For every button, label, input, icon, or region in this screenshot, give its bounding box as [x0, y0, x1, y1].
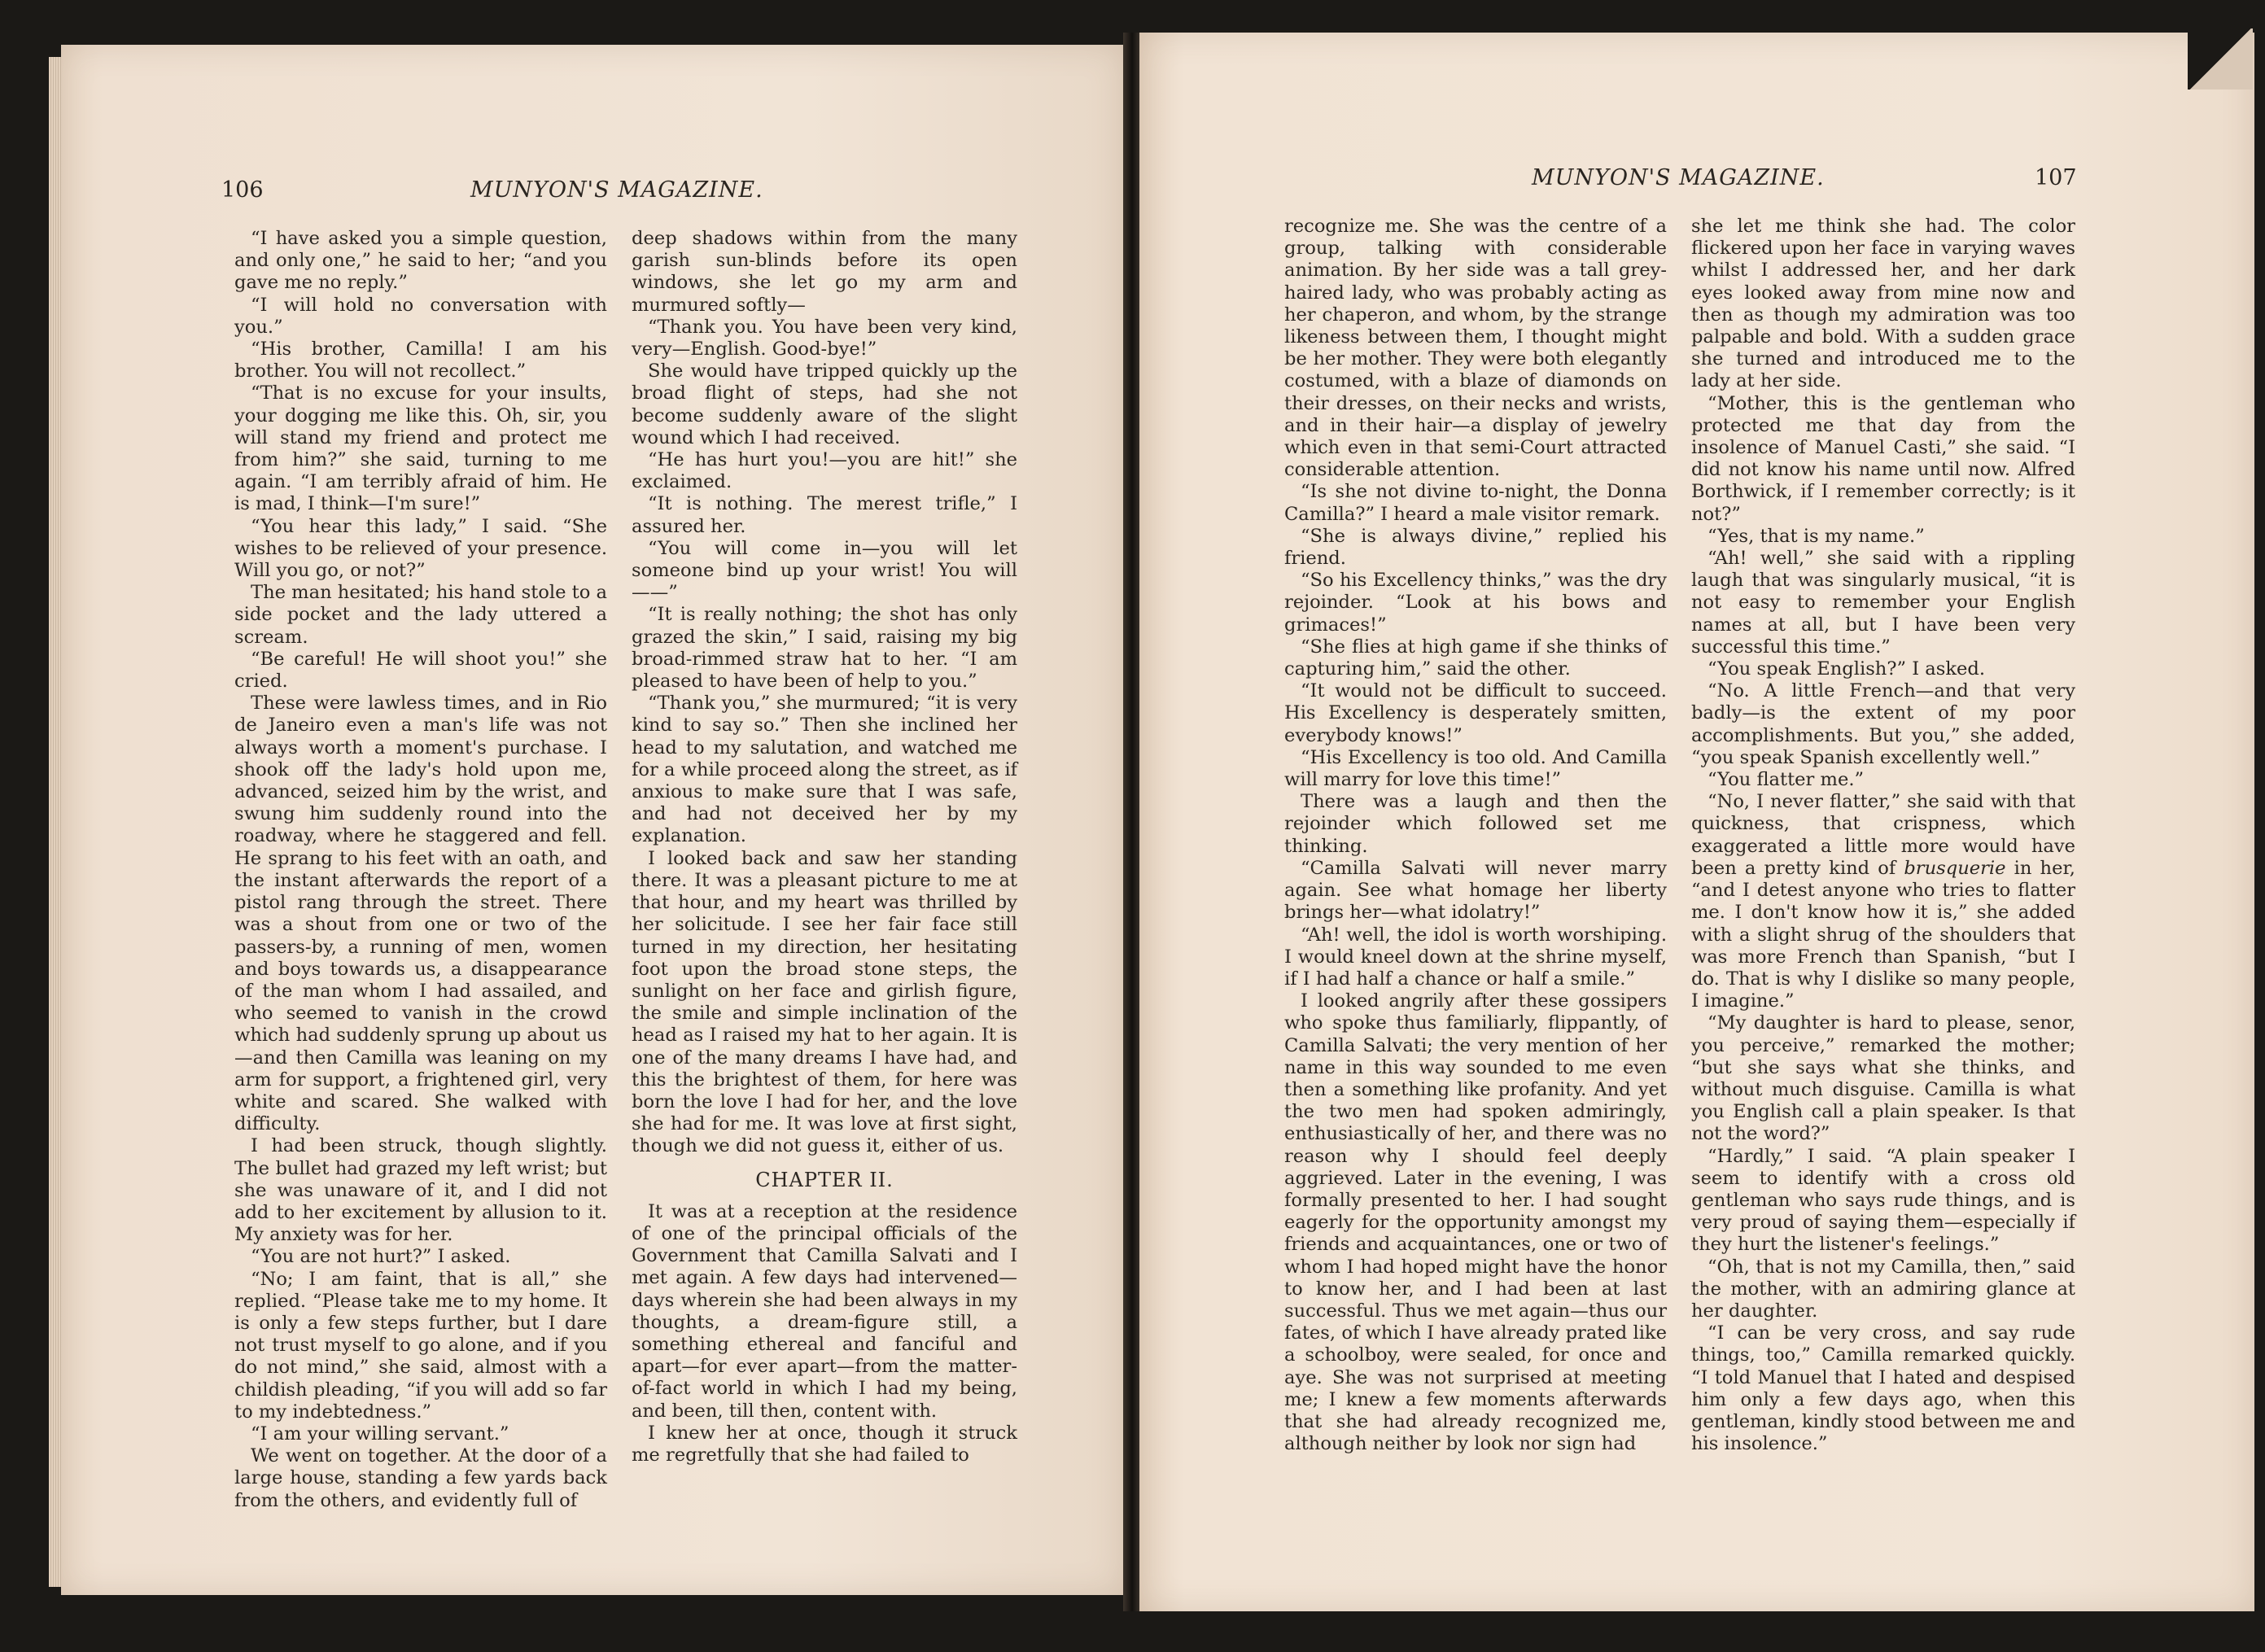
paragraph: I looked angrily after these gossipers who spoke thus familiarly, flippantly, of Camilla Salvati; the very mention of her name in this way sounded to me even then a something like profanity. And yet the two men had spoken admiringly, enthusiastically of her, and there was no reason why I should feel deeply aggrieved. Later in the evening, I was formally presented to her. I had sought eagerly for the opportunity amongst my friends and acquaintances, one or two of whom I had hoped might have the honor to know her, and I had been at last successful. Thus we met again—thus our fates, of which I have already prated like a schoolboy, were sealed, for once and aye. She was not surprised at meeting me; I knew a few moments afterwards that she had already recognized me, although neither by look nor sign had [1284, 990, 1667, 1455]
paragraph: “Thank you. You have been very kind, very—English. Good-bye!” [632, 316, 1017, 361]
left-page-number: 106 [221, 177, 264, 203]
paragraph: The man hesitated; his hand stole to a side pocket and the lady uttered a scream. [234, 582, 607, 648]
paragraph: “Thank you,” she murmured; “it is very kind to say so.” Then she inclined her head to my salutation, and watched me for a while proceed along the street, as if anxious to make sure that I was safe, and had not deceived her by my explanation. [632, 693, 1017, 847]
left-running-title: MUNYON'S MAGAZINE. [470, 177, 763, 203]
paragraph: “His brother, Camilla! I am his brother. You will not recollect.” [234, 339, 607, 382]
paragraph: I knew her at once, though it struck me regretfully that she had failed to [632, 1422, 1017, 1466]
paragraph: deep shadows within from the many garish sun-blinds before its open windows, she let go my arm and murmured softly— [632, 228, 1017, 316]
paragraph: “Is she not divine to-night, the Donna Camilla?” I heard a male visitor remark. [1284, 481, 1667, 525]
paragraph: It was at a reception at the residence of one of the principal officials of the Government that Camilla Salvati and I met again. A few days had intervened—days wherein she had been always in my thoughts, a dream-figure still, a something ethereal and fanciful and apart—for ever apart—from the matter-of-fact world in which I had my being, and been, till then, content with. [632, 1200, 1017, 1422]
paragraph: “Yes, that is my name.” [1707, 525, 1925, 547]
paragraph: “It would not be difficult to succeed. His Excellency is desperately smitten, everybody knows!” [1284, 680, 1667, 746]
paragraph: We went on together. At the door of a large house, standing a few yards back from the others, and evidently full of [234, 1445, 607, 1511]
paragraph: “Ah! well,” she said with a rippling laugh that was singularly musical, “it is not easy to remember your English names at all, but I have been very successful this time.” [1691, 548, 2075, 658]
paragraph: She would have tripped quickly up the broad flight of steps, had she not become suddenly aware of the slight wound which I had received. [632, 361, 1017, 448]
paragraph: “His Excellency is too old. And Camilla will marry for love this time!” [1284, 746, 1667, 791]
paragraph: “You flatter me.” [1707, 769, 1865, 791]
chapter-heading: CHAPTER II. [755, 1168, 894, 1191]
paragraph: recognize me. She was the centre of a group, talking with considerable animation. By her side was a tall grey-haired lady, who was probably acting as her chaperon, and whom, by the strange likeness between them, I thought might be her mother. They were both elegantly costumed, with a blaze of diamonds on their dresses, on their necks and wrists, and in their hair—a display of jewelry which even in that semi-Court attracted considerable attention. [1284, 216, 1667, 481]
paragraph: she let me think she had. The color flickered upon her face in varying waves whilst I addressed her, and her dark eyes looked away from mine now and then as though my admiration was too palpable and bold. With a sudden grace she turned and introduced me to the lady at her side. [1691, 216, 2075, 392]
paragraph: I looked back and saw her standing there. It was a pleasant picture to me at that hour, and my heart was thrilled by her solicitude. I see her fair face still turned in my direction, her hesitating foot upon the broad stone steps, the sunlight on her face and girlish figure, the smile and simple inclination of the head as I raised my hat to her again. It is one of the many dreams I have had, and this the brightest of them, for here was born the love I had for her, and the love she had for me. It was love at first sight, though we did not guess it, either of us. [632, 847, 1017, 1157]
folded-corner [2188, 28, 2253, 90]
paragraph: “He has hurt you!—you are hit!” she exclaimed. [632, 449, 1017, 493]
paragraph-text: “No, I never flatter,” she said with that quickness, that crispness, which exaggerated a little more would have been a pretty kind of [1691, 791, 2075, 879]
paragraph: “I can be very cross, and say rude things, too,” Camilla remarked quickly. “I told Manuel that I hated and despised him only a few days ago, when this gentleman, kindly stood between me and his insolence.” [1691, 1322, 2075, 1455]
paragraph [1691, 791, 2075, 1012]
paragraph: “I will hold no conversation with you.” [234, 294, 607, 338]
paragraph: “Be careful! He will shoot you!” she cried. [234, 648, 607, 693]
paragraph: “That is no excuse for your insults, your dogging me like this. Oh, sir, you will stand my friend and protect me from him?” she said, turning to me again. “I am terribly afraid of him. He is mad, I think—I'm sure!” [234, 382, 607, 515]
paragraph: These were lawless times, and in Rio de Janeiro even a man's life was not always worth a moment's purchase. I shook off the lady's hold upon me, advanced, seized him by the wrist, and swung him suddenly round into the roadway, where he staggered and fell. He sprang to his feet with an oath, and the instant afterwards the report of a pistol rang through the street. There was a shout from one or two of the passers-by, a running of men, women and boys towards us, a disappearance of the man whom I had assailed, and who seemed to vanish in the crowd which had suddenly sprung up about us—and then Camilla was leaning on my arm for support, a frightened girl, very white and scared. She walked with difficulty. [234, 693, 607, 1135]
paragraph: I had been struck, though slightly. The bullet had grazed my left wrist; but she was unaware of it, and I did not add to her excitement by allusion to it. My anxiety was for her. [234, 1135, 607, 1246]
paragraph: “You will come in—you will let someone bind up your wrist! You will——” [632, 537, 1017, 604]
right-page-number: 107 [2035, 165, 2077, 190]
right-running-title: MUNYON'S MAGAZINE. [1532, 165, 1825, 190]
paragraph: “It is really nothing; the shot has only grazed the skin,” I said, raising my big broad-rimmed straw hat to her. “I am pleased to have been of help to you.” [632, 604, 1017, 693]
paragraph: “So his Excellency thinks,” was the dry rejoinder. “Look at his bows and grimaces!” [1284, 570, 1667, 636]
paragraph: “No; I am faint, that is all,” she replied. “Please take me to my home. It is only a few steps further, but I dare not trust myself to go alone, and if you do not mind,” she said, almost with a childish pleading, “if you will add so far to my indebtedness.” [234, 1268, 607, 1423]
paragraph: “My daughter is hard to please, senor, you perceive,” remarked the mother; “but she says what she thinks, and without much disguise. Camilla is what you English call a plain speaker. Is that not the word?” [1691, 1012, 2075, 1145]
right-column-2 [1691, 216, 2075, 1455]
paragraph: “You speak English?” I asked. [1707, 658, 1986, 680]
paragraph: “I am your willing servant.” [251, 1423, 509, 1444]
left-column-2 [632, 228, 1017, 1466]
right-column-1 [1284, 216, 1667, 1455]
paragraph: “No. A little French—and that very badly—is the extent of my poor accomplishments. But you,” she added, “you speak Spanish excellently well.” [1691, 680, 2075, 768]
paragraph: “You hear this lady,” I said. “She wishes to be relieved of your presence. Will you go, or not?” [234, 515, 607, 582]
paragraph: “Camilla Salvati will never marry again. See what homage her liberty brings her—what idolatry!” [1284, 857, 1667, 924]
italic-word: brusquerie [1904, 857, 2006, 879]
paragraph: “Mother, this is the gentleman who protected me that day from the insolence of Manuel Casti,” she said. “I did not know his name until now. Alfred Borthwick, if I remember correctly; is it not?” [1691, 392, 2075, 525]
paragraph: “She flies at high game if she thinks of capturing him,” said the other. [1284, 636, 1667, 680]
paragraph: “You are not hurt?” I asked. [251, 1246, 511, 1268]
paragraph: “It is nothing. The merest trifle,” I assured her. [632, 493, 1017, 537]
paragraph-text: in her, “and I detest anyone who tries to flatter me. I don't know how it is,” she added with a slight shrug of the shoulders that was more French than Spanish, “but I do. That is why I dislike so many people, I imagine.” [1691, 857, 2075, 1012]
paragraph: “I have asked you a simple question, and only one,” he said to her; “and you gave me no reply.” [234, 228, 607, 294]
paragraph: “Oh, that is not my Camilla, then,” said the mother, with an admiring glance at her daughter. [1691, 1256, 2075, 1322]
paragraph: There was a laugh and then the rejoinder which followed set me thinking. [1284, 791, 1667, 857]
paragraph: “Ah! well, the idol is worth worshiping. I would kneel down at the shrine myself, if I had half a chance or half a smile.” [1284, 924, 1667, 990]
paragraph: “Hardly,” I said. “A plain speaker I seem to identify with a cross old gentleman who says rude things, and is very proud of saying them—especially if they hurt the listener's feelings.” [1691, 1145, 2075, 1256]
book-gutter [1123, 33, 1141, 1611]
paragraph: “She is always divine,” replied his friend. [1284, 525, 1667, 570]
left-column-1 [234, 228, 607, 1512]
